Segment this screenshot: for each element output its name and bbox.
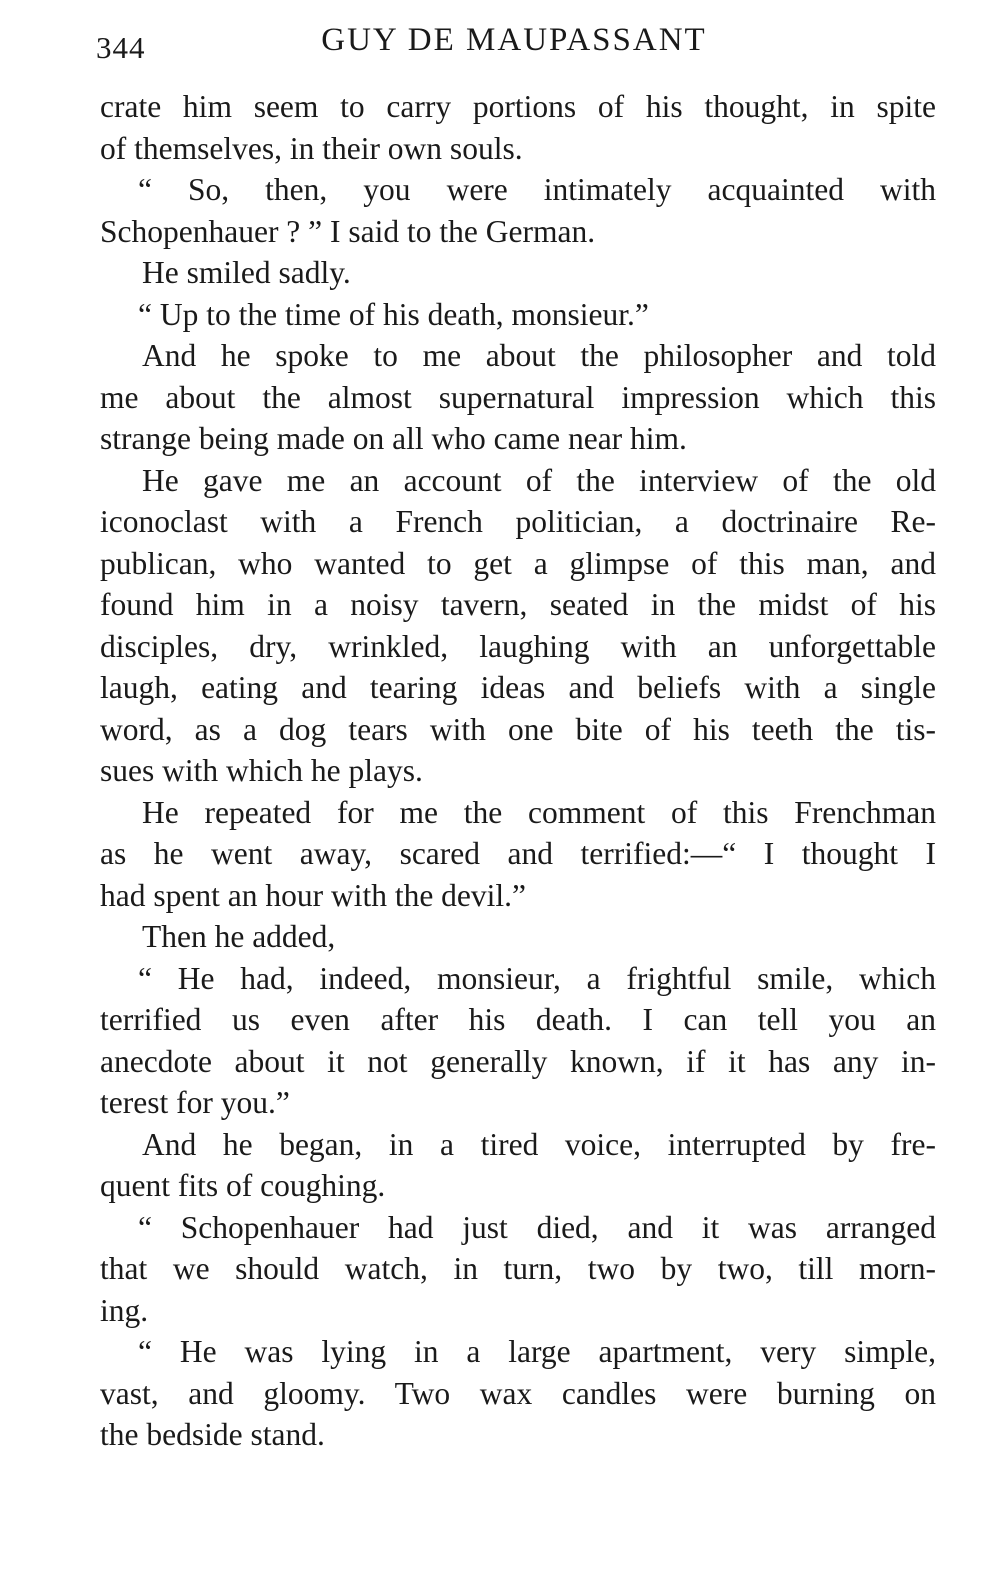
text-line: of themselves, in their own souls. bbox=[100, 130, 523, 166]
page-header bbox=[96, 22, 932, 66]
text-line: quent fits of coughing. bbox=[100, 1168, 386, 1203]
text-line: publican, who wanted to get a glimpse of this man, and bbox=[100, 545, 936, 581]
text-line: “ Up to the time of his death, monsieur.” bbox=[138, 296, 649, 332]
text-line: terrified us even after his death. I can tell you an bbox=[100, 1002, 936, 1037]
text-line: “ He was lying in a large apartment, very simple, bbox=[138, 1334, 936, 1369]
text-line: iconoclast with a French politician, a doctrinaire Re- bbox=[100, 504, 936, 539]
text-line: anecdote about it not generally known, if it has any in- bbox=[100, 1043, 936, 1079]
text-line: He smiled sadly. bbox=[142, 255, 351, 290]
text-line: “ So, then, you were intimately acquainted with bbox=[138, 172, 936, 207]
text-line: crate him seem to carry portions of his thought, in spite bbox=[100, 89, 936, 124]
text-line: He repeated for me the comment of this Frenchman bbox=[142, 794, 936, 830]
text-line: vast, and gloomy. Two wax candles were burning on bbox=[100, 1375, 936, 1411]
text-line: terest for you.” bbox=[100, 1085, 290, 1120]
text-line: He gave me an account of the interview of the old bbox=[142, 462, 936, 498]
text-line: the bedside stand. bbox=[100, 1417, 325, 1452]
text-line: strange being made on all who came near him. bbox=[100, 421, 687, 456]
text-line: that we should watch, in turn, two by two, till morn- bbox=[100, 1251, 936, 1286]
text-line: “ He had, indeed, monsieur, a frightful smile, which bbox=[138, 960, 936, 996]
text-line: disciples, dry, wrinkled, laughing with an unforgettable bbox=[100, 628, 936, 664]
text-line: “ Schopenhauer had just died, and it was arranged bbox=[138, 1209, 936, 1245]
text-line: word, as a dog tears with one bite of his teeth the tis- bbox=[100, 711, 936, 747]
text-line: me about the almost supernatural impression which this bbox=[100, 379, 936, 415]
text-line: Schopenhauer ? ” I said to the German. bbox=[100, 213, 596, 249]
text-line: laugh, eating and tearing ideas and beliefs with a single bbox=[100, 670, 936, 705]
text-line: had spent an hour with the devil.” bbox=[100, 877, 527, 913]
text-line: sues with which he plays. bbox=[100, 753, 423, 788]
text-line: And he began, in a tired voice, interrupted by fre- bbox=[142, 1126, 936, 1162]
text-line: as he went away, scared and terrified:—“ I thought I bbox=[100, 836, 936, 871]
text-line: Then he added, bbox=[142, 919, 336, 954]
text-line: ing. bbox=[100, 1292, 149, 1328]
body-text bbox=[100, 86, 936, 1456]
running-head: GUY DE MAUPASSANT bbox=[321, 22, 707, 58]
text-line: found him in a noisy tavern, seated in the midst of his bbox=[100, 587, 936, 622]
text-line: And he spoke to me about the philosopher and told bbox=[142, 338, 936, 373]
page-number: 344 bbox=[96, 30, 146, 65]
